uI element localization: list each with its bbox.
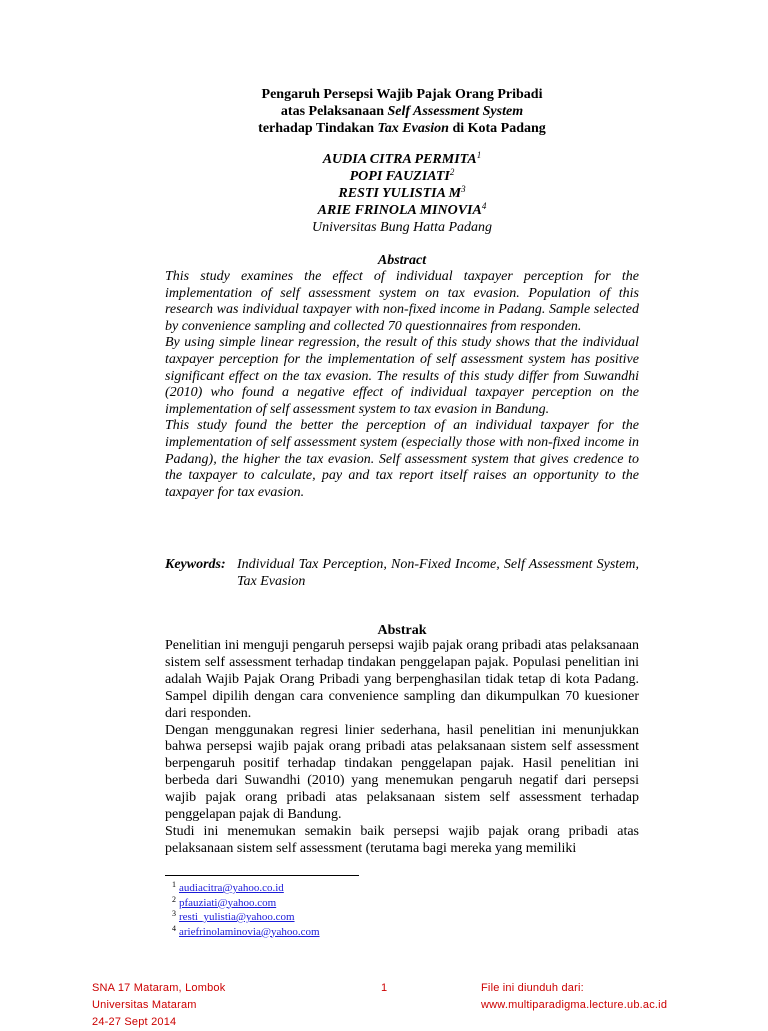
footnote-number: 4 [172, 923, 176, 933]
author-sup: 4 [481, 201, 487, 211]
title-line-3-italic: Tax Evasion [377, 121, 449, 136]
author [165, 185, 639, 202]
abstract-id-paragraph: Dengan menggunakan regresi linier sederhana, hasil penelitian ini menunjukkan bahwa persepsi wajib pajak orang pribadi atas pelaksanaan sistem self assessment berpengaruh positif terhadap tindakan penggelapan pajak. Hasil penelitian ini berbeda dari Suwandhi (2010) yang menemukan pengaruh negatif dari persepsi wajib pajak orang pribadi atas pelaksanaan sistem self assessment terhadap penggelapan pajak di Bandung. [165, 722, 639, 823]
title-line-1: Pengaruh Persepsi Wajib Pajak Orang Pribadi [261, 87, 543, 102]
keywords-text: Individual Tax Perception, Non-Fixed Income, Self Assessment System, Tax Evasion [237, 557, 639, 589]
footer-source-url[interactable]: www.multiparadigma.lecture.ub.ac.id [481, 999, 668, 1011]
footnote [172, 896, 320, 911]
footer-left-line: 24-27 Sept 2014 [92, 1016, 177, 1028]
footer-conference [92, 980, 225, 1031]
abstract-en-paragraph: This study examines the effect of individual taxpayer perception for the implementation of self assessment system on tax evasion. Population of this research was individual taxpayer with non-fixed income in Padang. Sample selected by convenience sampling and collected 70 questionnaires from responden. [165, 269, 639, 334]
footnote-email-link[interactable]: ariefrinolaminovia@yahoo.com [179, 925, 320, 938]
footnote-email-link[interactable]: resti_yulistia@yahoo.com [179, 911, 295, 923]
abstract-en-paragraph: By using simple linear regression, the result of this study shows that the individual taxpayer perception for the implementation of self assessment system has positive significant effect on the tax evasion. The results of this study differ from Suwandhi (2010) who found a negative effect of individual taxpayer perception on the implementation of self assessment system to tax evasion in Bandung. [165, 335, 639, 417]
keywords-label: Keywords: [165, 557, 226, 572]
abstract-id-paragraph: Penelitian ini menguji pengaruh persepsi wajib pajak orang pribadi atas pelaksanaan sistem self assessment terhadap tindakan penggelapan pajak. Populasi penelitian ini adalah Wajib Pajak Orang Pribadi yang berpenghasilan tidak tetap di kota Padang. Sampel dipilih dengan cara convenience sampling dan dikumpulkan 70 kuesioner dari responden. [165, 638, 639, 721]
abstract-id-body [165, 638, 639, 858]
footnote-number: 2 [172, 894, 176, 904]
author-sup: 2 [449, 167, 455, 177]
author-name: RESTI YULISTIA M [338, 186, 462, 201]
footnote-email-link[interactable]: audiacitra@yahoo.co.id [179, 882, 284, 894]
title-line-3-suffix: di Kota Padang [448, 121, 546, 136]
footnote [172, 881, 320, 896]
abstract-id-heading: Abstrak [377, 623, 427, 638]
title-line-2 [165, 103, 639, 120]
footnote [172, 910, 320, 925]
footnote [172, 925, 320, 940]
footnote-number: 3 [172, 909, 176, 918]
footnote-divider [165, 875, 359, 876]
author-sup: 3 [461, 184, 466, 194]
footer-source [481, 980, 667, 1014]
author-sup: 1 [476, 150, 482, 160]
title-line-2-prefix: atas Pelaksanaan [280, 104, 388, 119]
abstract-en-body [165, 269, 639, 501]
title-line-2-italic: Self Assessment System [387, 104, 524, 119]
footer-left-line: SNA 17 Mataram, Lombok [92, 982, 226, 994]
keywords [165, 556, 639, 590]
abstract-en-heading: Abstract [377, 253, 427, 268]
title-line-3 [165, 120, 639, 137]
footer-right-line: File ini diunduh dari: [481, 982, 584, 994]
footnotes [172, 881, 320, 939]
footnote-email-link[interactable]: pfauziati@yahoo.com [179, 896, 277, 909]
page-number: 1 [381, 982, 388, 994]
author [165, 151, 639, 168]
title-line-3-prefix: terhadap Tindakan [258, 121, 378, 136]
author [165, 168, 639, 185]
author-name: ARIE FRINOLA MINOVIA [317, 203, 482, 218]
paper-title [165, 86, 639, 137]
abstract-en-paragraph: This study found the better the perception of an individual taxpayer for the implementation of self assessment system (especially those with non-fixed income in Padang), the higher the tax evasion. Self assessment system that gives credence to the taxpayer to calculate, pay and tax report itself raises an opportunity to the taxpayer for tax evasion. [165, 418, 639, 500]
author-block [165, 151, 639, 236]
affiliation: Universitas Bung Hatta Padang [311, 220, 493, 235]
author-name: POPI FAUZIATI [349, 169, 450, 184]
footer-left-line: Universitas Mataram [92, 999, 197, 1011]
footnote-number: 1 [172, 880, 176, 889]
abstract-id-paragraph: Studi ini menemukan semakin baik persepsi wajib pajak orang pribadi atas pelaksanaan sistem self assessment (terutama bagi mereka yang memiliki [165, 823, 639, 856]
author [165, 202, 639, 219]
author-name: AUDIA CITRA PERMITA [322, 152, 477, 167]
